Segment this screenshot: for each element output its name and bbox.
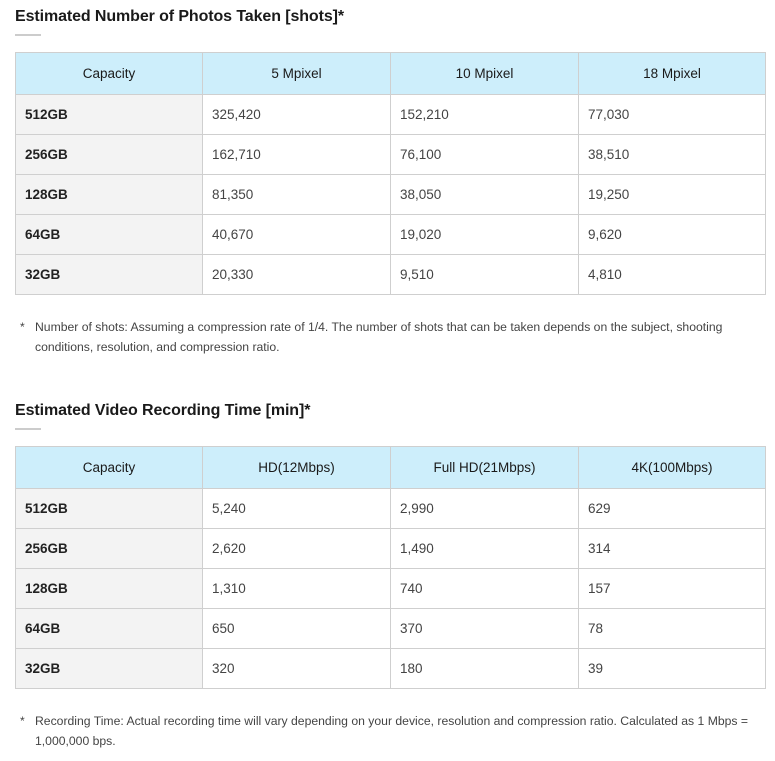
column-header-4k: 4K(100Mbps) — [579, 447, 766, 489]
table-row — [16, 569, 766, 609]
photos-section — [15, 6, 765, 357]
table-row — [16, 529, 766, 569]
video-footnote — [15, 711, 760, 751]
column-header-10mpixel: 10 Mpixel — [391, 53, 579, 95]
capacity-cell: 512GB — [16, 95, 203, 135]
value-cell: 39 — [579, 649, 766, 689]
capacity-cell: 512GB — [16, 489, 203, 529]
value-cell: 314 — [579, 529, 766, 569]
table-row — [16, 95, 766, 135]
photos-title: Estimated Number of Photos Taken [shots]* — [15, 8, 344, 25]
value-cell: 180 — [391, 649, 579, 689]
column-header-capacity: Capacity — [16, 447, 203, 489]
value-cell: 2,620 — [203, 529, 391, 569]
video-table — [15, 446, 766, 689]
footnote-asterisk: * — [20, 714, 25, 728]
photos-table — [15, 52, 766, 295]
table-row — [16, 609, 766, 649]
column-header-5mpixel: 5 Mpixel — [203, 53, 391, 95]
video-section — [15, 400, 765, 751]
value-cell: 2,990 — [391, 489, 579, 529]
value-cell: 9,620 — [579, 215, 766, 255]
value-cell: 77,030 — [579, 95, 766, 135]
video-title: Estimated Video Recording Time [min]* — [15, 402, 311, 419]
value-cell: 157 — [579, 569, 766, 609]
value-cell: 78 — [579, 609, 766, 649]
table-row — [16, 255, 766, 295]
value-cell: 152,210 — [391, 95, 579, 135]
capacity-cell: 256GB — [16, 135, 203, 175]
value-cell: 4,810 — [579, 255, 766, 295]
table-row — [16, 135, 766, 175]
value-cell: 1,310 — [203, 569, 391, 609]
title-underline — [15, 428, 41, 430]
value-cell: 320 — [203, 649, 391, 689]
capacity-cell: 256GB — [16, 529, 203, 569]
value-cell: 162,710 — [203, 135, 391, 175]
value-cell: 81,350 — [203, 175, 391, 215]
value-cell: 38,510 — [579, 135, 766, 175]
capacity-cell: 128GB — [16, 175, 203, 215]
column-header-18mpixel: 18 Mpixel — [579, 53, 766, 95]
title-underline — [15, 34, 41, 36]
footnote-asterisk: * — [20, 320, 25, 334]
value-cell: 370 — [391, 609, 579, 649]
value-cell: 325,420 — [203, 95, 391, 135]
footnote-text: Number of shots: Assuming a compression rate of 1/4. The number of shots that can be taken depends on the subject, shooting conditions, resolution, and compression ratio. — [35, 320, 723, 354]
table-row — [16, 489, 766, 529]
table-row — [16, 649, 766, 689]
value-cell: 19,250 — [579, 175, 766, 215]
value-cell: 740 — [391, 569, 579, 609]
capacity-cell: 32GB — [16, 255, 203, 295]
value-cell: 9,510 — [391, 255, 579, 295]
value-cell: 650 — [203, 609, 391, 649]
table-row — [16, 175, 766, 215]
capacity-cell: 32GB — [16, 649, 203, 689]
photos-footnote — [15, 317, 760, 357]
column-header-hd: HD(12Mbps) — [203, 447, 391, 489]
capacity-cell: 64GB — [16, 609, 203, 649]
table-row — [16, 215, 766, 255]
footnote-text: Recording Time: Actual recording time will vary depending on your device, resolution and compression ratio. Calculated as 1 Mbps = 1,000,000 bps. — [35, 714, 748, 748]
capacity-cell: 64GB — [16, 215, 203, 255]
value-cell: 1,490 — [391, 529, 579, 569]
value-cell: 20,330 — [203, 255, 391, 295]
value-cell: 5,240 — [203, 489, 391, 529]
value-cell: 76,100 — [391, 135, 579, 175]
table-header-row — [16, 447, 766, 489]
value-cell: 629 — [579, 489, 766, 529]
table-header-row — [16, 53, 766, 95]
value-cell: 38,050 — [391, 175, 579, 215]
capacity-cell: 128GB — [16, 569, 203, 609]
value-cell: 40,670 — [203, 215, 391, 255]
column-header-capacity: Capacity — [16, 53, 203, 95]
column-header-full-hd: Full HD(21Mbps) — [391, 447, 579, 489]
value-cell: 19,020 — [391, 215, 579, 255]
